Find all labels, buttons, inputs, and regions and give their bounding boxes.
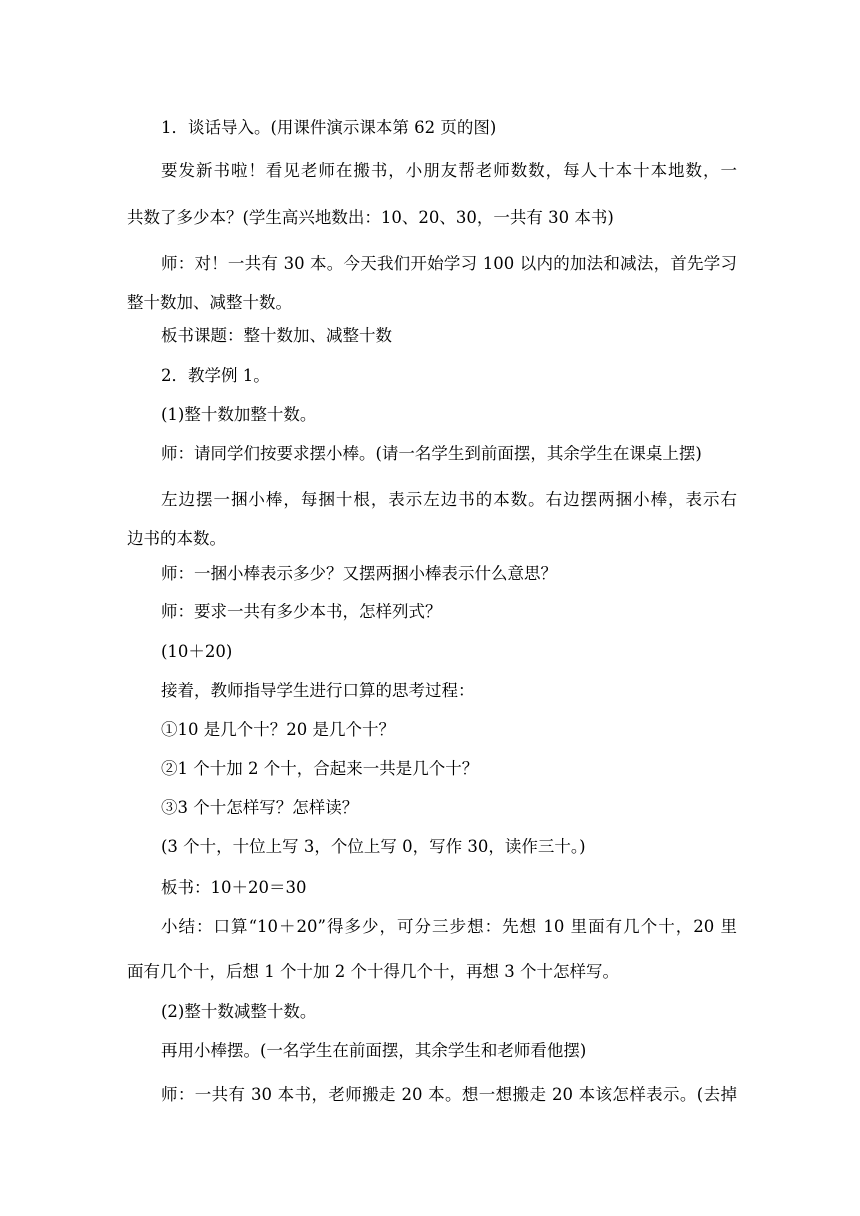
question-line-2: 师：要求一共有多少本书，怎样列式？ xyxy=(161,602,442,621)
board-topic: 板书课题：整十数加、减整十数 xyxy=(161,326,392,345)
paragraph-teacher-line-1: 师：对！一共有 30 本。今天我们开始学习 100 以内的加法和减法，首先学习 xyxy=(161,254,737,273)
example-heading: 2．教学例 1。 xyxy=(161,366,270,385)
paragraph-sticks-line-1: 左边摆一捆小棒，每捆十根，表示左边书的本数。右边摆两捆小棒，表示右 xyxy=(161,490,737,509)
subsection-subtraction-heading: (2)整十数减整十数。 xyxy=(161,1002,317,1021)
step-3: ③3 个十怎样写？怎样读？ xyxy=(161,798,359,817)
board-equation: 板书：10＋20＝30 xyxy=(161,878,307,897)
paragraph-teacher-line-2: 整十数加、减整十数。 xyxy=(127,293,292,312)
process-intro: 接着，教师指导学生进行口算的思考过程： xyxy=(161,681,475,700)
final-teacher-line: 师：一共有 30 本书，老师搬走 20 本。想一想搬走 20 本该怎样表示。(去掉 xyxy=(161,1085,737,1104)
summary-line-2: 面有几个十，后想 1 个十加 2 个十得几个十，再想 3 个十怎样写。 xyxy=(127,962,619,981)
question-line-1: 师：一捆小棒表示多少？又摆两捆小棒表示什么意思？ xyxy=(161,564,557,583)
expression-line: (10＋20) xyxy=(161,642,233,661)
paragraph-new-books-line-1: 要发新书啦！看见老师在搬书，小朋友帮老师数数，每人十本十本地数，一 xyxy=(161,161,737,180)
instruction-line: 师：请同学们按要求摆小棒。(请一名学生到前面摆，其余学生在课桌上摆) xyxy=(161,444,702,463)
paragraph-new-books-line-2: 共数了多少本？(学生高兴地数出：10、20、30，一共有 30 本书) xyxy=(127,208,614,227)
summary-line-1: 小结：口算“10＋20”得多少，可分三步想：先想 10 里面有几个十，20 里 xyxy=(161,917,737,936)
intro-heading: 1．谈话导入。(用课件演示课本第 62 页的图) xyxy=(161,118,497,137)
paragraph-sticks-line-2: 边书的本数。 xyxy=(127,529,226,548)
answer-note: (3 个十，十位上写 3，个位上写 0，写作 30，读作三十。) xyxy=(161,837,586,856)
step-1: ①10 是几个十？20 是几个十？ xyxy=(161,720,395,739)
step-2: ②1 个十加 2 个十，合起来一共是几个十？ xyxy=(161,759,479,778)
subsection-addition-heading: (1)整十数加整十数。 xyxy=(161,405,317,424)
sticks-demo-line: 再用小棒摆。(一名学生在前面摆，其余学生和老师看他摆) xyxy=(161,1041,587,1060)
